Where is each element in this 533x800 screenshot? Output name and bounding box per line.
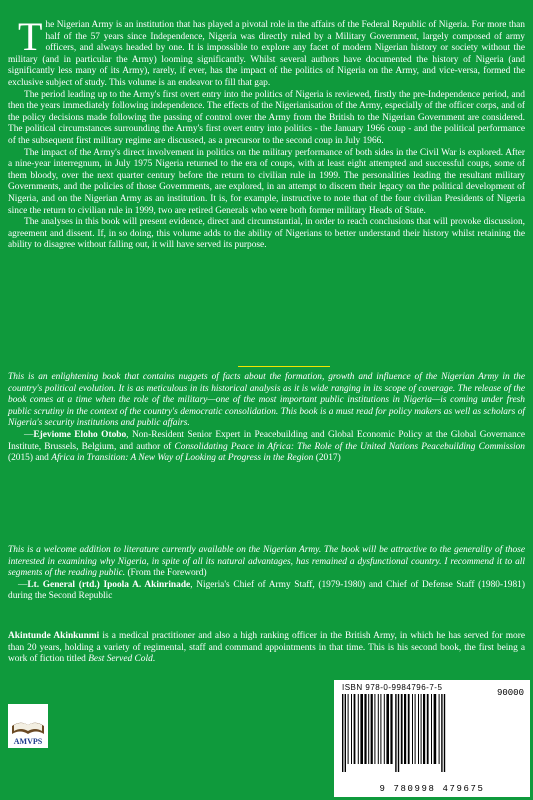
reviewer-credit: (2015) and <box>8 453 52 464</box>
review-quote: This is an enlightening book that contains nuggets of facts about the formation, growth and influence of the Nigerian Army in the country's political evolution. It is as meticulous in its historical analysis as it is wide ranging in its scope of coverage. The release of the book comes at a time when the role of the military—one of the most important public institutions in Nigeria—is coming under fresh public scrutiny in the context of the country's democratic consolidation. This book is a must read for policy makers as well as scholars of Nigeria's security institutions and public affairs. <box>8 372 525 429</box>
author-bio-end: . <box>152 654 156 665</box>
author-name: Akintunde Akinkunmi <box>8 631 100 641</box>
barcode-bar <box>351 694 352 764</box>
barcode-bar <box>380 694 381 764</box>
review-source-note: (From the Foreword) <box>125 568 207 579</box>
barcode-bar <box>354 694 356 764</box>
barcode-bar <box>401 694 403 764</box>
blurb-paragraph-3: The impact of the Army's direct involvement in politics on the military performance of both sides in the Civil War is explored. After a nine-year interregnum, in July 1975 Nigeria returned to the era of coups, with at least eight attempted and successful coups, some of them bloody, over the next quarter century before the return to civilian rule in 1999. The personalities leading the resultant military Governments, and the policies of those Governments, are explored, in an attempt to discern their legacy on the political development of Nigeria, and on the Nigerian Army as an institution. It is, for example, instructive to note that of the four civilian Presidents of Nigeria since the return to civilian rule in 1999, two are retired Generals who were both former military Heads of State. <box>8 147 525 216</box>
book-icon <box>8 704 48 748</box>
reviewer-credit: (2017) <box>313 453 341 464</box>
barcode-bar <box>404 694 406 764</box>
barcode-bar <box>364 694 366 764</box>
barcode-bar <box>412 694 413 764</box>
barcode-bar <box>398 694 399 772</box>
blurb-paragraph-1 <box>8 14 525 90</box>
isbn-barcode <box>334 680 530 797</box>
barcode-bar <box>444 694 445 772</box>
barcode-bar <box>360 694 363 764</box>
review-quote: This is a welcome addition to literature currently available on the Nigerian Army. The book will be attractive to the generality of those interested in examining why Nigeria, in spite of all its natural advantages, has remained a dysfunctional country. I recommend it to all segments of the reading public. <box>8 545 525 579</box>
barcode-bar <box>386 694 389 764</box>
review-akinrinade <box>8 545 525 603</box>
divider-rule <box>238 366 330 367</box>
review-quote-block <box>8 545 525 580</box>
barcode-bar <box>368 694 369 764</box>
barcode-digits: 9 780998 479675 <box>379 784 485 794</box>
drop-cap: T <box>18 14 43 59</box>
isbn-label: ISBN 978-0-9984796-7-5 <box>342 683 443 692</box>
blurb-paragraph-2: The period leading up to the Army's first overt entry into the politics of Nigeria is reviewed, firstly the pre-Independence period, and then the years immediately following independence. The effects of the Nigerianisation of the Army, especially of the officer corps, and of the policy decisions made following the passing of control over the Army from the British to the Nigerian Government are considered. The political circumstances surrounding the Army's first overt entry into politics - the January 1966 coup - and the political performance of the subsequent first military regime are discussed, as a precursor to the second coup in July 1966. <box>8 89 525 146</box>
barcode-bar <box>384 694 385 764</box>
book-blurb <box>8 14 525 252</box>
review-attribution <box>8 430 525 465</box>
barcode-bar <box>374 694 375 764</box>
blurb-text-1: he Nigerian Army is an institution that has played a pivotal role in the affairs of the Federal Republic of Nigeria. For more than half of the 57 years since Independence, Nigeria was directly ruled by a Military Government, largely composed of army officers, and always headed by one. It is impossible to explore any facet of modern Nigerian history or society without the military (and in particular the Army) looming significantly. Whilst several authors have documented the history of Nigeria (and significantly less many of its Army), rarely, if ever, has the impact of the politics of Nigeria on the Army, and vice-versa, formed the exclusive subject of study. This volume is an endeavor to fill that gap. <box>8 20 525 88</box>
review-attribution <box>8 580 525 603</box>
publisher-logo <box>8 704 48 748</box>
author-previous-book: Best Served Cold <box>88 654 153 665</box>
reviewer-name: Lt. General (rtd.) Ipoola A. Akinrinade <box>27 579 191 590</box>
review-otobo <box>8 372 525 465</box>
reviewer-credit: , Non-Resident Senior Expert in Peacebuilding and Global Economic Policy at the Global Governance Institute, Brussels, Belgium, and author of <box>8 429 526 452</box>
barcode-bar <box>421 694 422 764</box>
attribution-dash: — <box>18 579 28 590</box>
barcode-bar <box>378 694 379 764</box>
barcode-bar <box>423 694 425 764</box>
publisher-name: AMVPS <box>13 737 43 746</box>
barcode-bar <box>345 694 346 772</box>
barcode-bar <box>415 694 416 764</box>
barcode-bar <box>441 694 442 772</box>
barcode-bar <box>348 694 349 764</box>
author-bio <box>8 631 525 666</box>
barcode-bar <box>395 694 396 772</box>
price-code: 90000 <box>496 688 524 698</box>
barcode-bar <box>439 694 440 764</box>
barcode-bar <box>358 694 359 764</box>
barcode-bars <box>340 694 524 778</box>
reviewer-credit: , Nigeria's Chief of Army Staff, (1979-1980) and Chief of Defense Staff (1980-1981) during the Second Republic <box>8 579 525 602</box>
barcode-bar <box>390 694 392 764</box>
barcode-bar <box>431 694 432 764</box>
author-bio-text: is a medical practitioner and also a high ranking officer in the British Army, in which he has served for more than 20 years, holding a variety of regimental, staff and command appointments in that time. This is his second book, the first being a work of fiction titled <box>8 631 525 665</box>
barcode-bar <box>408 694 410 764</box>
barcode-bar <box>427 694 429 764</box>
barcode-bar <box>418 694 419 764</box>
barcode-bar <box>434 694 437 764</box>
reviewer-name: Ejeviome Eloho Otobo <box>33 429 127 440</box>
barcode-bar <box>342 694 343 772</box>
reviewer-book-title: Africa in Transition: A New Way of Looking at Progress in the Region <box>51 453 314 464</box>
attribution-dash: — <box>24 429 34 440</box>
barcode-bar <box>371 694 373 764</box>
blurb-paragraph-4: The analyses in this book will present evidence, direct and circumstantial, in order to reach conclusions that will provoke discussion, agreement and dissent. If, in so doing, this volume adds to the ability of Nigerians to better understand their history whilst retaining the ability to disagree without falling out, it will have served its purpose. <box>8 217 525 251</box>
reviewer-book-title: Consolidating Peace in Africa: The Role of the United Nations Peacebuilding Commission <box>174 441 525 452</box>
